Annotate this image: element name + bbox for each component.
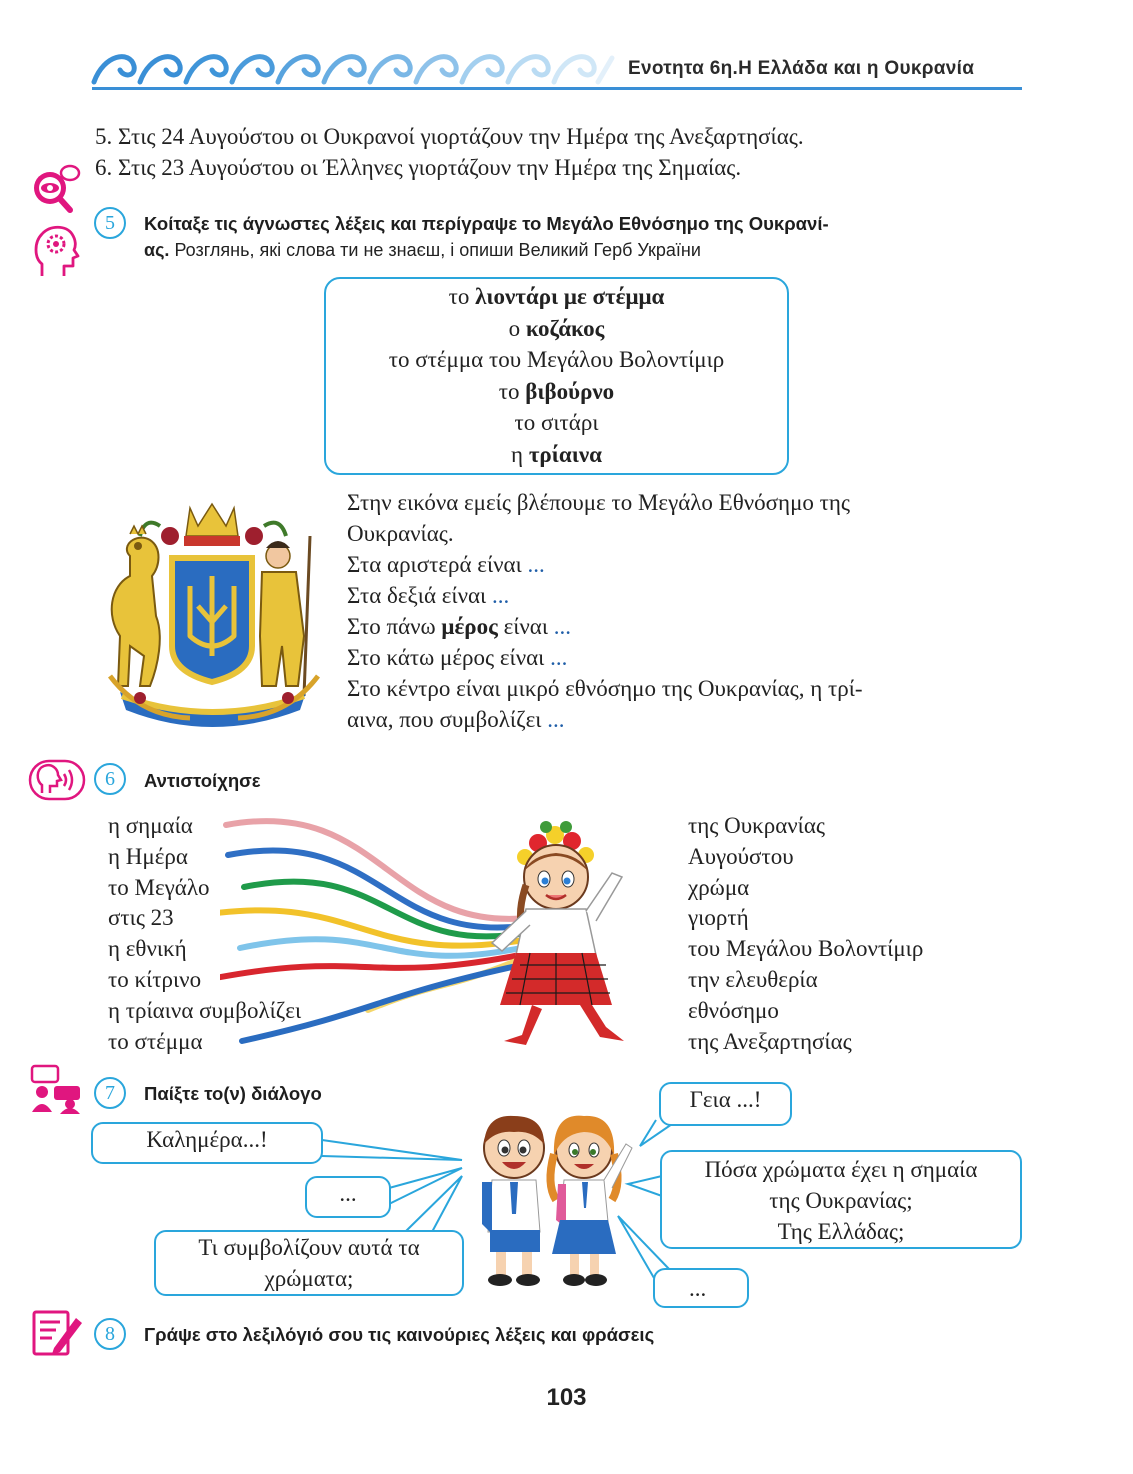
bubble-kalimera: Καλημέρα...! bbox=[91, 1122, 323, 1164]
description-line: Στην εικόνα εμείς βλέπουμε το Μεγάλο Εθνόσημο της bbox=[347, 490, 851, 515]
task-7-number: 7 bbox=[94, 1077, 126, 1109]
match-left-item[interactable]: το Μεγάλο bbox=[108, 874, 210, 900]
match-right-item[interactable]: γιορτή bbox=[688, 905, 749, 931]
statement-5: 5. Στις 24 Αυγούστου οι Ουκρανοί γιορτάζουν την Ημέρα της Ανεξαρτησίας. bbox=[95, 124, 804, 149]
bubble-geia: Γεια ...! bbox=[659, 1082, 792, 1126]
match-left-item[interactable]: η εθνική bbox=[108, 936, 187, 962]
match-right-item[interactable]: του Μεγάλου Βολοντίμιρ bbox=[688, 936, 924, 962]
statement-6: 6. Στις 23 Αυγούστου οι Έλληνες γιορτάζουν την Ημέρα της Σημαίας. bbox=[95, 155, 742, 180]
blank-dots: ... bbox=[550, 645, 568, 670]
description-line: αινα, που συμβολίζει ... bbox=[347, 707, 565, 732]
match-left-item[interactable]: η τρίαινα συμβολίζει bbox=[108, 997, 302, 1023]
description-line: Ουκρανίας. bbox=[347, 521, 454, 546]
description-line: Στο κάτω μέρος είναι ... bbox=[347, 645, 568, 670]
match-left-item[interactable]: η σημαία bbox=[108, 813, 193, 838]
bubble-dots-right: ... bbox=[653, 1268, 749, 1308]
match-left-item[interactable]: το στέμμα bbox=[108, 1028, 203, 1054]
bubble-colors-question: Πόσα χρώματα έχει η σημαία της Ουκρανίας; Της Ελλάδας; bbox=[660, 1150, 1022, 1249]
blank-dots: ... bbox=[527, 552, 545, 577]
blank-dots: ... bbox=[492, 583, 510, 608]
task-5-number: 5 bbox=[94, 207, 126, 239]
match-right-item[interactable]: της Ανεξαρτησίας bbox=[688, 1028, 852, 1054]
vocab-item: το λιοντάρι με στέμμα bbox=[448, 284, 665, 309]
vocab-item: το βιβούρνο bbox=[498, 378, 615, 404]
task-5-title: Κοίταξε τις άγνωστες λέξεις και περίγραψε το Μεγάλο Εθνόσημο της Ουκρανί- bbox=[144, 213, 829, 234]
match-left-item[interactable]: η Ημέρα bbox=[108, 843, 188, 869]
description-line: Στα αριστερά είναι ... bbox=[347, 552, 545, 577]
bubble-dots-left: ... bbox=[305, 1176, 391, 1218]
task-8-number: 8 bbox=[94, 1318, 126, 1350]
vocab-item: η τρίαινα bbox=[511, 441, 602, 467]
match-left-item[interactable]: το κίτρινο bbox=[108, 966, 202, 992]
description-line: Στο κέντρο είναι μικρό εθνόσημο της Ουκρανίας, η τρί- bbox=[347, 676, 863, 701]
vocab-item: ο κοζάκος bbox=[508, 315, 605, 341]
bubble-symbolize: Τι συμβολίζουν αυτά τα χρώματα; bbox=[154, 1230, 464, 1296]
task-5-title-end: ας. bbox=[144, 240, 170, 260]
header-title: Ενοτητα 6η.Η Ελλάδα και η Ουκρανία bbox=[628, 58, 975, 79]
description-line: Στο πάνω μέρος είναι ... bbox=[347, 614, 572, 639]
description-line: Στα δεξιά είναι ... bbox=[347, 583, 510, 608]
match-right-item[interactable]: εθνόσημο bbox=[688, 997, 779, 1023]
children-image bbox=[466, 1104, 638, 1292]
match-right-item[interactable]: Αυγούστου bbox=[688, 843, 794, 869]
task-7-title: Παίξτε το(ν) διάλογο bbox=[144, 1083, 322, 1104]
vocab-item: το σιτάρι bbox=[514, 410, 599, 435]
blank-dots: ... bbox=[547, 707, 565, 732]
page-number: 103 bbox=[546, 1384, 587, 1411]
vocab-item: το στέμμα του Μεγάλου Βολοντίμιρ bbox=[388, 347, 725, 372]
blank-dots: ... bbox=[553, 614, 572, 639]
match-left-item[interactable]: στις 23 bbox=[108, 905, 174, 931]
task-6-title: Αντιστοίχησε bbox=[144, 770, 261, 791]
match-right-item[interactable]: της Ουκρανίας bbox=[688, 813, 825, 838]
task-6-number: 6 bbox=[94, 763, 126, 795]
match-right-item[interactable]: χρώμα bbox=[688, 874, 750, 900]
writing-icon bbox=[32, 1308, 84, 1358]
task-5-ukrainian-instruction: Розглянь, які слова ти не знаєш, і опиши Великий Герб України bbox=[169, 240, 701, 260]
task-8-title: Γράψε στο λεξιλόγιό σου τις καινούριες λέξεις και φράσεις bbox=[144, 1324, 655, 1345]
match-right-item[interactable]: την ελευθερία bbox=[688, 966, 818, 992]
